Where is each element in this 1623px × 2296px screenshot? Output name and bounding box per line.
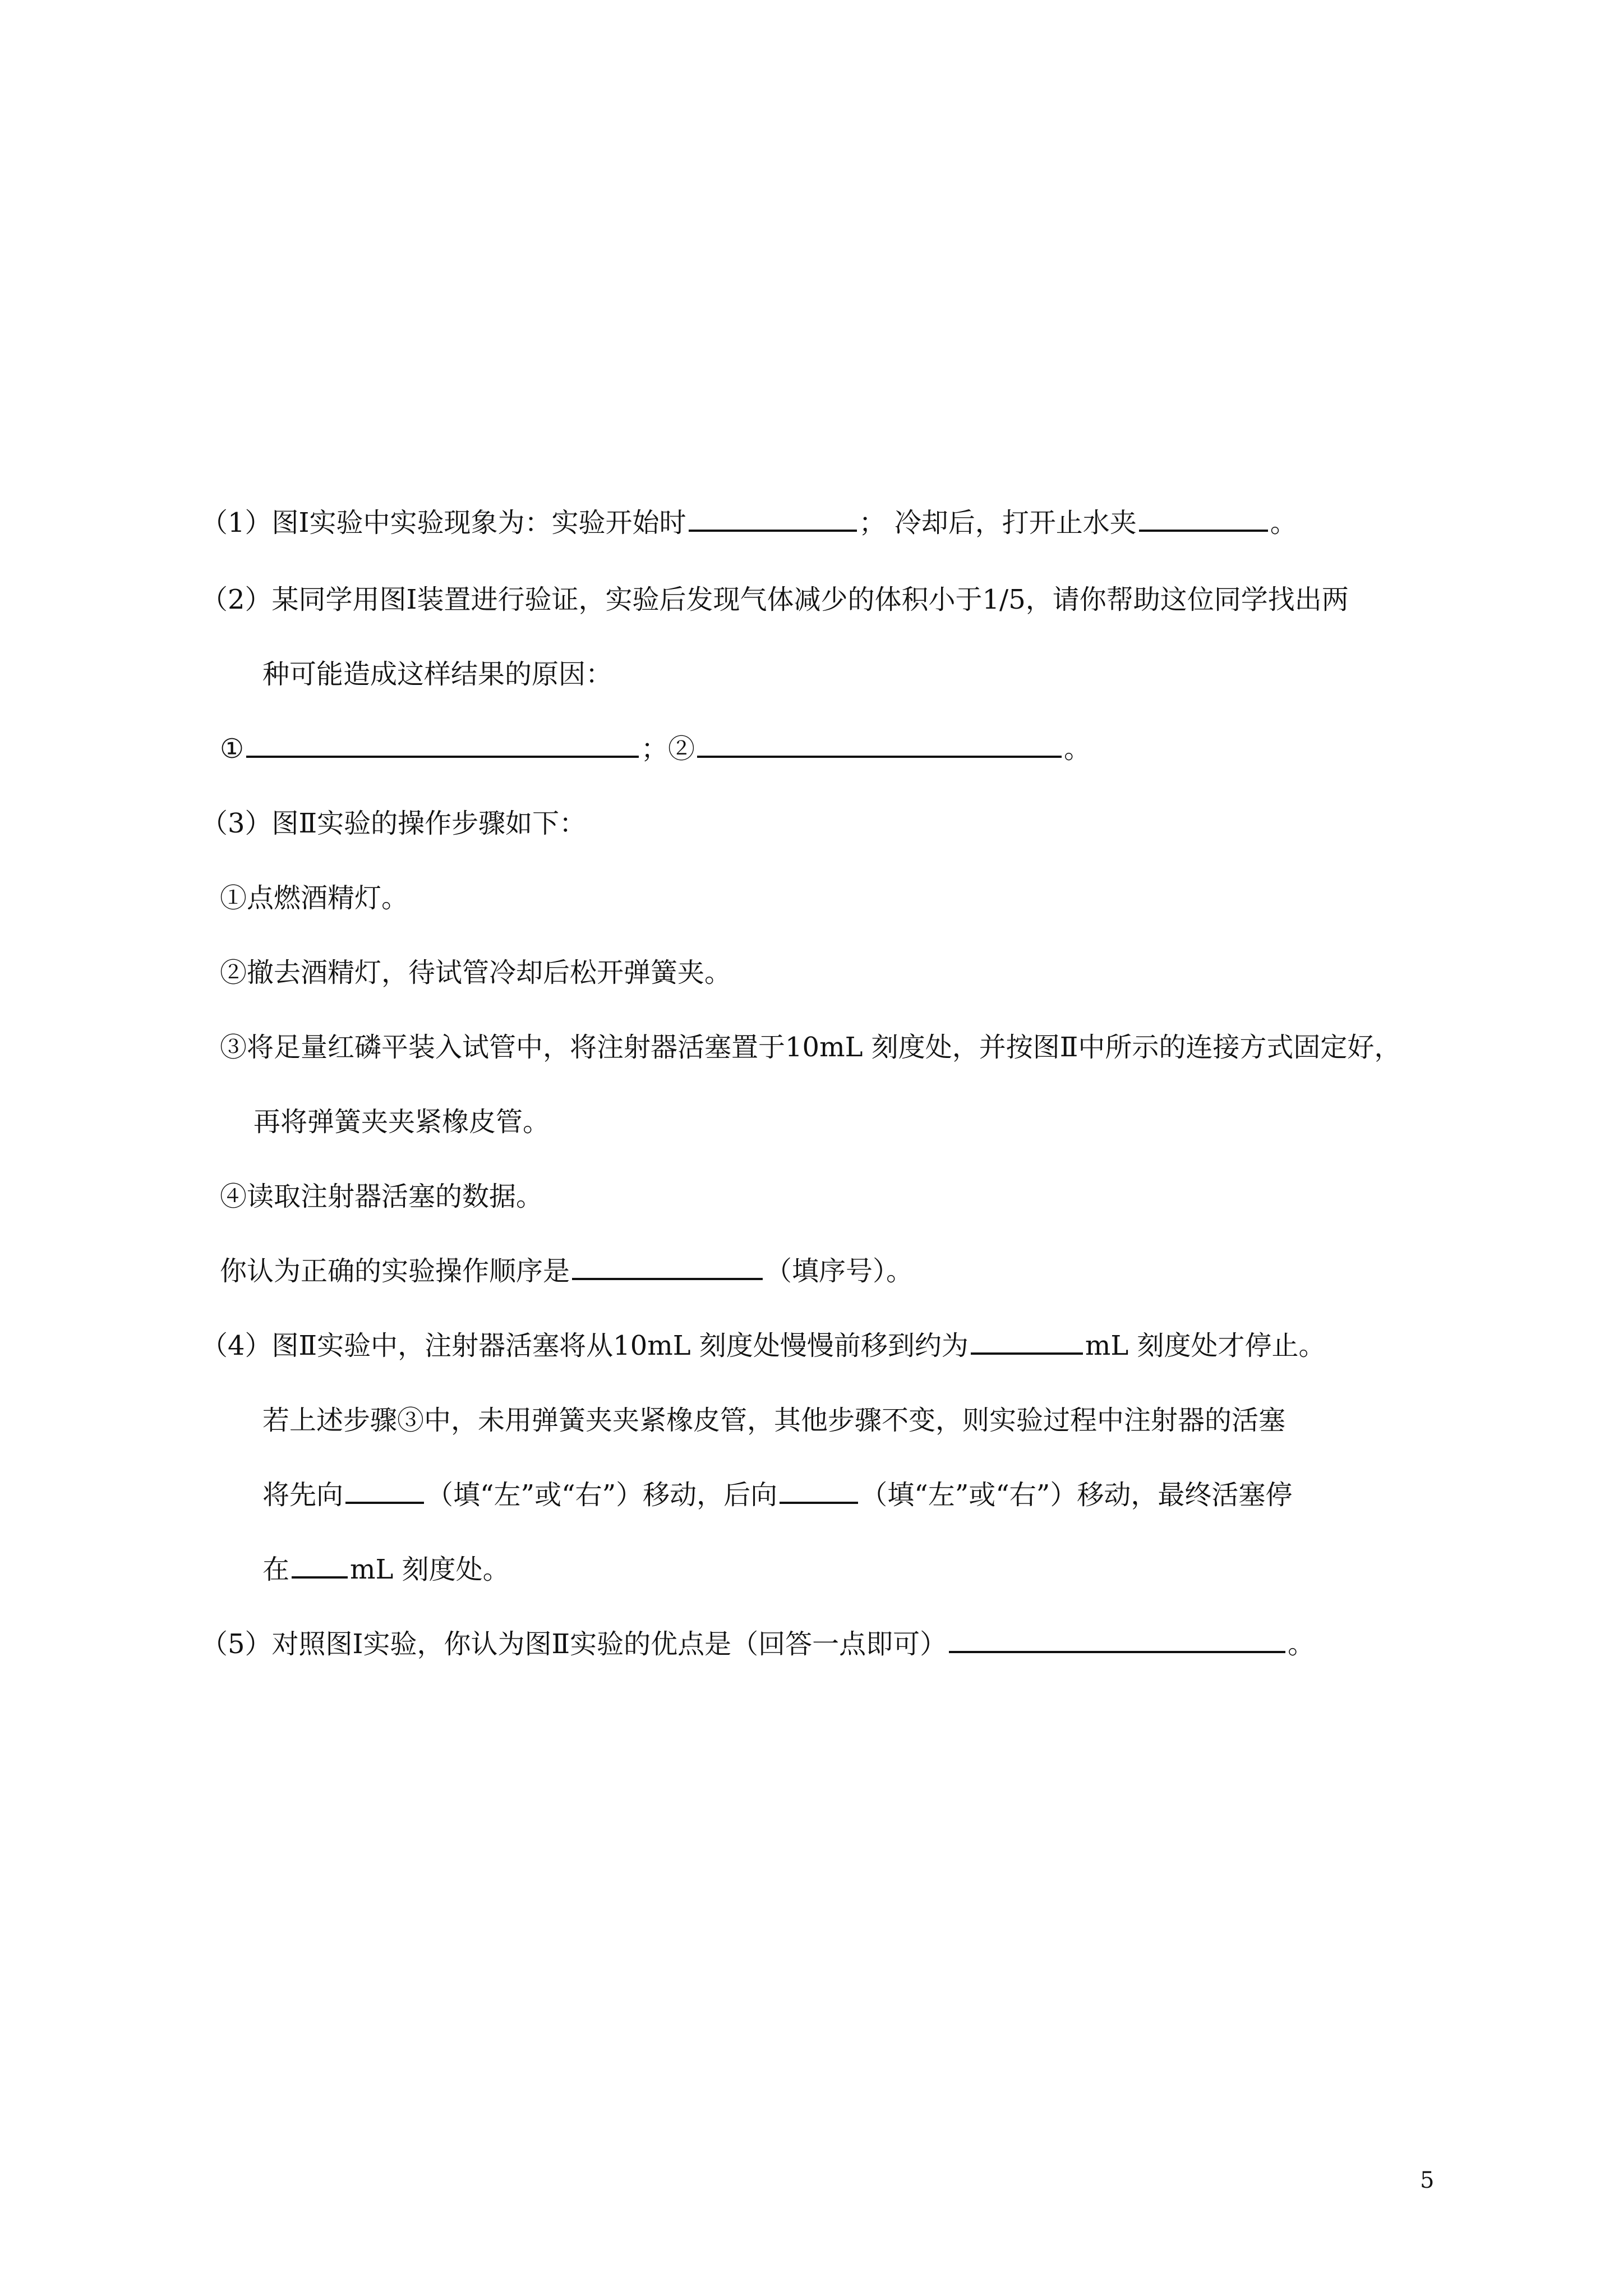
answer-blank-1b[interactable] (1139, 505, 1268, 532)
question-2-reasons (220, 731, 1091, 767)
question-4-text-3a: 将先向 (262, 1479, 344, 1511)
question-5-text: 对照图Ⅰ实验，你认为图Ⅱ实验的优点是（回答一点即可） (271, 1628, 947, 1660)
question-3-title (201, 806, 586, 841)
page-number: 5 (1420, 2168, 1435, 2193)
step-3-text-1: ③将足量红磷平装入试管中，将注射器活塞置于10mL 刻度处，并按图Ⅱ中所示的连接方式固定好， (220, 1032, 1401, 1063)
question-4-text-4b: mL 刻度处。 (350, 1554, 510, 1585)
answer-blank-2b[interactable] (697, 731, 1062, 758)
step-4 (220, 1179, 543, 1214)
reason-1-mark: ① (220, 733, 245, 765)
question-5-label: （5） (201, 1628, 272, 1660)
question-2-text-1: 某同学用图Ⅰ装置进行验证，实验后发现气体减少的体积小于1/5，请你帮助这位同学找出两 (271, 584, 1349, 615)
answer-blank-5[interactable] (949, 1626, 1285, 1653)
reason-end: 。 (1064, 733, 1091, 765)
question-1 (201, 505, 1297, 541)
question-1-label: （1） (201, 507, 272, 539)
answer-blank-3[interactable] (572, 1253, 763, 1280)
answer-blank-4d[interactable] (292, 1552, 348, 1579)
answer-blank-1a[interactable] (689, 505, 857, 532)
question-4-text-3c: （填“左”或“右”）移动，最终活塞停 (860, 1479, 1293, 1511)
question-4-text-4a: 在 (262, 1554, 290, 1585)
question-4-line-4 (262, 1552, 510, 1588)
answer-blank-2a[interactable] (246, 731, 639, 758)
order-suffix: （填序号）。 (765, 1255, 914, 1287)
step-2 (220, 955, 731, 991)
question-4-line-3 (262, 1477, 1292, 1513)
question-3-order (220, 1253, 913, 1289)
question-3-label: （3） (201, 808, 272, 839)
question-4-line-2 (262, 1402, 1285, 1438)
question-5 (201, 1626, 1315, 1662)
question-4-line-1 (201, 1328, 1326, 1364)
question-2-line-2 (262, 656, 612, 692)
question-2-text-2: 种可能造成这样结果的原因： (262, 659, 613, 690)
question-1-text-b: ； 冷却后，打开止水夹 (859, 507, 1137, 539)
question-4-text-2: 若上述步骤③中，未用弹簧夹夹紧橡皮管，其他步骤不变，则实验过程中注射器的活塞 (262, 1405, 1286, 1436)
step-4-text: ④读取注射器活塞的数据。 (220, 1181, 543, 1212)
question-1-text-a: 图Ⅰ实验中实验现象为：实验开始时 (271, 507, 686, 539)
question-4-text-1b: mL 刻度处才停止。 (1085, 1330, 1326, 1361)
question-4-text-1a: 图Ⅱ实验中，注射器活塞将从10mL 刻度处慢慢前移到约为 (271, 1330, 969, 1361)
question-5-end: 。 (1288, 1628, 1315, 1660)
step-2-text: ②撤去酒精灯，待试管冷却后松开弹簧夹。 (220, 957, 732, 988)
step-1-text: ①点燃酒精灯。 (220, 882, 409, 914)
step-3-line-1 (220, 1029, 1401, 1065)
question-3-title-text: 图Ⅱ实验的操作步骤如下： (271, 808, 587, 839)
question-2-line-1 (201, 582, 1349, 618)
step-1 (220, 880, 408, 916)
step-3-text-2: 再将弹簧夹夹紧橡皮管。 (253, 1106, 550, 1138)
order-prefix: 你认为正确的实验操作顺序是 (220, 1255, 570, 1287)
question-1-text-c: 。 (1270, 507, 1297, 539)
reason-separator: ；② (641, 733, 695, 765)
question-2-label: （2） (201, 584, 272, 615)
answer-blank-4a[interactable] (971, 1328, 1083, 1355)
answer-blank-4b[interactable] (345, 1477, 424, 1504)
question-4-text-3b: （填“左”或“右”）移动，后向 (426, 1479, 778, 1511)
answer-blank-4c[interactable] (780, 1477, 858, 1504)
step-3-line-2 (253, 1104, 550, 1140)
question-4-label: （4） (201, 1330, 272, 1361)
